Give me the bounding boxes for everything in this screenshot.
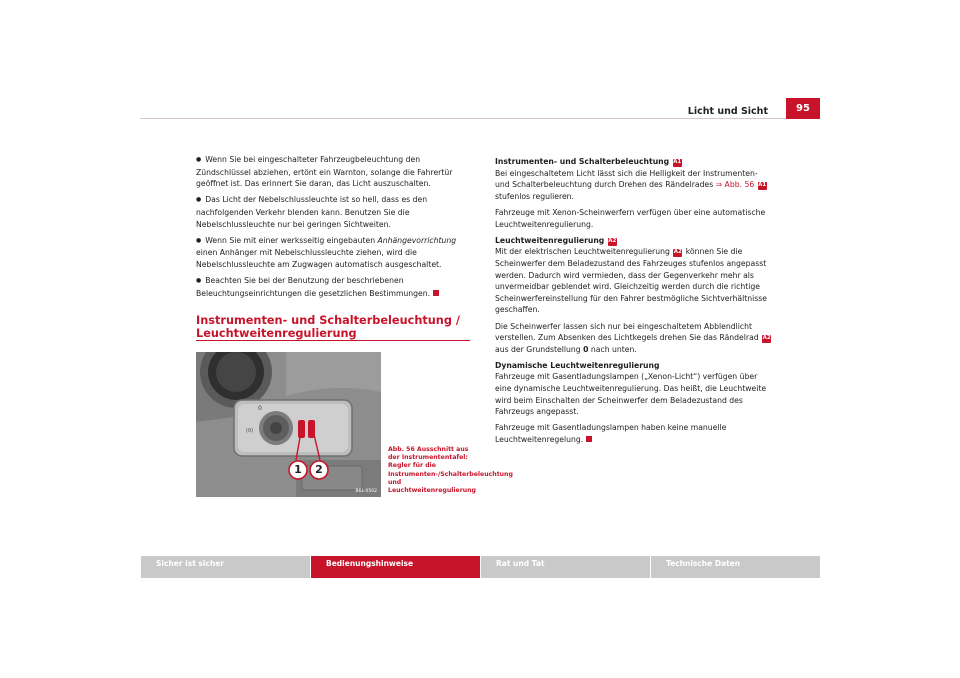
end-mark-icon [433,290,439,296]
paragraph-text: stufenlos regulieren. [495,191,574,201]
callout-a2-badge: A2 [762,335,771,342]
paragraph-text: Fahrzeuge mit Gasentladungslampen haben keine manuelle Leuchtweitenregelung. [495,423,727,445]
tab-sicher-ist-sicher[interactable]: Sicher ist sicher [141,556,310,578]
header-rule [140,118,820,119]
section-rule [196,340,470,341]
callout-a1-badge: A1 [758,182,767,189]
subheading-text: Instrumenten- und Schalterbeleuchtung [495,157,670,166]
subheading [495,156,773,168]
paragraph: Fahrzeuge mit Xenon-Scheinwerfern verfügen über eine automatische Leuchtweitenregulierung. [495,207,766,229]
paragraph-text: aus der Grundstellung [495,344,584,354]
figure-caption: Abb. 56 Ausschnitt aus der Instrumententafel: Regler für die Instrumenten-/Schalterbeleuchtung und Leuchtweitenregulierung [388,446,513,495]
paragraph [495,168,773,203]
callout-a1-badge: A1 [673,159,682,165]
end-mark-icon [586,436,592,442]
subheading-text: Leuchtweitenregulierung [495,235,605,245]
bullet-italic-term: Anhängevorrichtung [377,235,457,245]
bullet-text: Beachten Sie bei der Benutzung der beschriebenen Beleuchtungseinrichtungen die gesetzlichen Bestimmungen. [196,276,431,298]
bullet-text: Wenn Sie mit einer werksseitig eingebauten [205,235,378,245]
bullet-item [196,275,472,299]
callout-2-label: 2 [315,463,323,476]
callout-a2-badge: A2 [608,237,617,244]
figure-code: B6L-0502 [355,489,377,494]
paragraph-text: Mit der elektrischen Leuchtweitenregulierung [495,247,673,257]
tab-technische-daten[interactable]: Technische Daten [651,556,820,578]
page-number: 95 [786,98,820,119]
paragraph [495,321,773,356]
tab-bedienungshinweise[interactable]: Bedienungshinweise [311,556,480,578]
callout-a2-badge: A2 [673,249,682,256]
figure-image [196,352,381,497]
paragraph-text: Bei eingeschaltetem Licht lässt sich die Helligkeit der Instrumenten- und Schalterbeleuchtung durch Drehen des Rändelrades [495,168,758,190]
section-title: Instrumenten- und Schalterbeleuchtung / Leuchtweitenregulierung [196,314,460,340]
bullet-item: ● Das Licht der Nebelschlussleuchte ist so hell, dass es den nachfolgenden Verkehr blenden kann. Benutzen Sie die Nebelschlussleuchte nur bei geringen Sichtweiten. [196,194,472,230]
light-switch-panel-illustration [196,352,381,497]
bullet-text: einen Anhänger mit Nebelschlussleuchte ziehen, wird die Nebelschlussleuchte am Zugwagen automatisch ausgeschaltet. [196,248,442,269]
subheading-text: Dynamische Leuchtweitenregulierung [495,360,660,370]
bullet-item: ● Wenn Sie bei eingeschalteter Fahrzeugbeleuchtung den Zündschlüssel abziehen, ertönt ein Warnton, solange die Fahrertür geöffnet ist. Das erinnert Sie daran, das Licht auszuschalten. [196,154,472,190]
paragraph-text: nach unten. [588,344,637,354]
bullet-item [196,235,472,271]
subheading [495,235,773,247]
tab-rat-und-tat[interactable]: Rat und Tat [481,556,650,578]
paragraph-bold: 0 [583,344,589,354]
page-title: Licht und Sicht [687,106,768,117]
paragraph [495,246,773,316]
svg-text:0: 0 [258,405,262,412]
left-column [196,154,472,304]
paragraph [495,422,773,445]
callout-1-label: 1 [294,463,302,476]
paragraph: Fahrzeuge mit Gasentladungslampen („Xenon-Licht“) verfügen über eine dynamische Leuchtweitenregulierung. Das heißt, die Leuchtweite wird beim Einschalten der Scheinwerfer dem Beladezustand des Fahrzeugs angepasst. [495,372,767,417]
svg-text:(0): (0) [246,428,254,434]
figure-reference-link[interactable]: ⇒ Abb. 56 [715,180,755,190]
paragraph-text: Die Scheinwerfer lassen sich nur bei eingeschaltetem Abblendlicht verstellen. Zum Absenken des Lichtkegels drehen Sie das Rändelrad [495,321,762,343]
right-column [495,156,773,450]
paragraph-text: können Sie die Scheinwerfer dem Beladezustand des Fahrzeuges stufenlos angepasst werden. Dadurch wird vermieden, dass der Gegenverkehr mehr als unvermeidbar geblendet wird. Gleichzeitig werden durch die richtige Scheinwerfereinstellung für den Fahrer bestmögliche Sichtverhältnisse geschaffen. [495,247,768,315]
